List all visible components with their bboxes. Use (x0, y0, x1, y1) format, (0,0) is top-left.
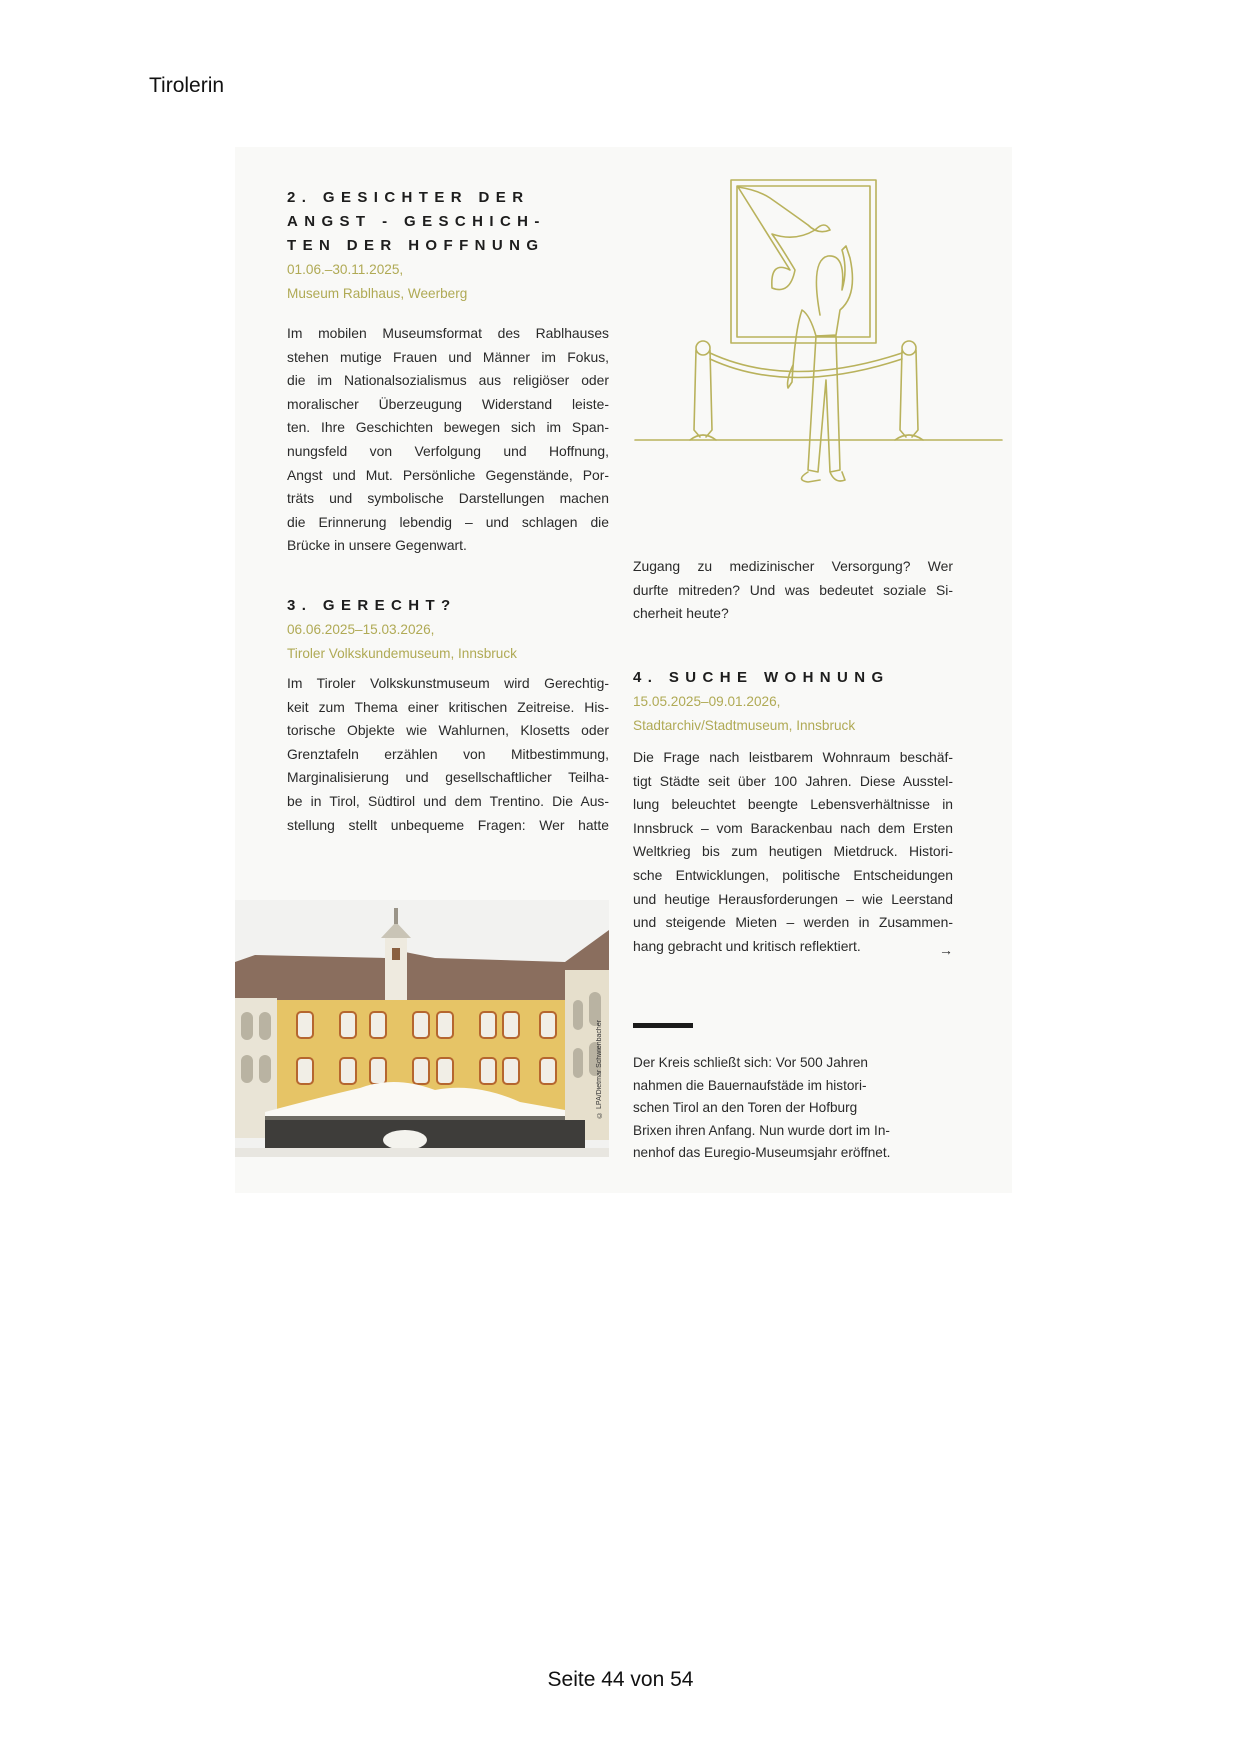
caption-line: schen Tirol an den Toren der Hofburg (633, 1100, 858, 1116)
section-heading: 4. SUCHE WOHNUNG (633, 669, 890, 686)
window (540, 1012, 556, 1038)
courtyard-photo-illustration (235, 900, 609, 1157)
exhibition-date: 15.05.2025–09.01.2026, (633, 694, 781, 709)
body-line: torische Objekte wie Wahlurnen, Klosetts oder (287, 722, 609, 739)
section-body (633, 746, 953, 958)
window (297, 1058, 313, 1084)
photo-caption (633, 1052, 933, 1165)
body-line: die im Nationalsozialismus aus religiöser oder (287, 372, 609, 389)
caption-line: nahmen die Bauernaufstäde im histori- (633, 1077, 867, 1093)
caption-line: Der Kreis schließt sich: Vor 500 Jahren (633, 1055, 868, 1070)
body-line: moralischer Überzeugung Widerstand leiste- (287, 395, 609, 412)
visitor-legs (802, 336, 846, 482)
body-line: und heutige Herausforderungen – wie Leerstand (633, 890, 953, 907)
body-line: Im mobilen Museumsformat des Rablhauses (287, 325, 609, 341)
section-4 (633, 666, 953, 958)
body-line: stehen mutige Frauen und Männer im Fokus, (287, 348, 609, 365)
body-line: die Erinnerung lebendig – und schlagen die (287, 513, 609, 530)
window (540, 1058, 556, 1084)
body-line: nungsfeld von Verfolgung und Hoffnung, (287, 442, 609, 459)
body-line: Brücke in unsere Gegenwart. (287, 537, 467, 554)
caption-line: Brixen ihren Anfang. Nun wurde dort im In- (633, 1122, 890, 1138)
exhibition-date: 06.06.2025–15.03.2026, (287, 622, 435, 637)
body-line: träts und symbolische Darstellungen machen (287, 490, 609, 507)
section-3 (287, 594, 609, 837)
section-heading-line: 2. GESICHTER DER (287, 189, 530, 206)
body-line: Weltkrieg bis zum heutigen Mietdruck. Histori- (633, 843, 953, 860)
rope-stanchion-left (690, 341, 716, 440)
exhibition-venue: Tiroler Volkskundemuseum, Innsbruck (287, 646, 517, 661)
page-number: Seite 44 von 54 (547, 1668, 694, 1691)
window (413, 1058, 429, 1084)
body-line: durfte mitreden? Und was bedeutet soziale Si- (633, 581, 953, 598)
museum-visitor-illustration (630, 150, 1012, 500)
exhibition-venue: Stadtarchiv/Stadtmuseum, Innsbruck (633, 718, 856, 733)
body-line: hang gebracht und kritisch reflektiert. (633, 937, 861, 954)
section-3-continued (633, 555, 953, 626)
body-line: Grenztafeln erzählen von Mitbestimmung, (287, 745, 609, 762)
window (370, 1012, 386, 1038)
caption-line: nenhof das Euregio-Museumsjahr eröffnet. (633, 1145, 891, 1161)
body-line: keit zum Thema einer kritischen Zeitreise. His- (287, 698, 609, 715)
body-line: Im Tiroler Volkskunstmuseum wird Gerechtig- (287, 675, 609, 691)
rope-stanchion-right (895, 341, 923, 440)
photo-credit: © LPA/Dietmar Schwienbacher (596, 1020, 603, 1118)
window (340, 1058, 356, 1084)
window (297, 1012, 313, 1038)
continue-arrow-icon: → (939, 942, 953, 959)
section-body (287, 672, 609, 837)
window (370, 1058, 386, 1084)
exhibition-venue: Museum Rablhaus, Weerberg (287, 286, 468, 301)
body-line: cherheit heute? (633, 605, 729, 622)
body-line: lung beleuchtet beengte Lebensverhältnisse in (633, 796, 953, 813)
caption-divider (633, 1023, 693, 1028)
window (340, 1012, 356, 1038)
body-line: be in Tirol, Südtirol und dem Trentino. Die Aus- (287, 792, 609, 809)
body-line: sche Entwicklungen, politische Entscheidungen (633, 866, 953, 883)
window (437, 1012, 453, 1038)
body-line: Die Frage nach leistbarem Wohnraum beschäf- (633, 749, 953, 765)
body-line: ten. Ihre Geschichten bewegen sich im Span- (287, 419, 609, 436)
window (437, 1058, 453, 1084)
section-2 (287, 186, 609, 558)
section-body (287, 322, 609, 558)
section-heading: 3. GERECHT? (287, 597, 457, 614)
body-line: Marginalisierung und gesellschaftlicher Teilha- (287, 769, 609, 786)
picture-frame-outer (731, 180, 876, 343)
exhibition-date: 01.06.–30.11.2025, (287, 262, 404, 277)
section-heading-line: TEN DER HOFFNUNG (287, 237, 545, 254)
body-line: stellung stellt unbequeme Fragen: Wer hatte (287, 816, 609, 833)
window (503, 1012, 519, 1038)
body-line: Angst und Mut. Persönliche Gegenstände, Por- (287, 466, 609, 483)
body-line: Zugang zu medizinischer Versorgung? Wer (633, 558, 953, 574)
body-line: tigt Städte seit über 100 Jahren. Diese Ausstel- (633, 772, 953, 789)
window (413, 1012, 429, 1038)
window (480, 1012, 496, 1038)
window (480, 1058, 496, 1084)
rope (710, 353, 902, 378)
visitor-figure (788, 246, 853, 388)
section-heading-line: ANGST - GESCHICH- (287, 213, 546, 230)
body-line: Innsbruck – vom Barackenbau nach dem Ersten (633, 819, 953, 836)
document-header: Tirolerin (149, 74, 225, 97)
hofburg-brixen-photo (235, 900, 609, 1157)
window (503, 1058, 519, 1084)
body-line: und steigende Mieten – werden in Zusammen- (633, 914, 953, 931)
